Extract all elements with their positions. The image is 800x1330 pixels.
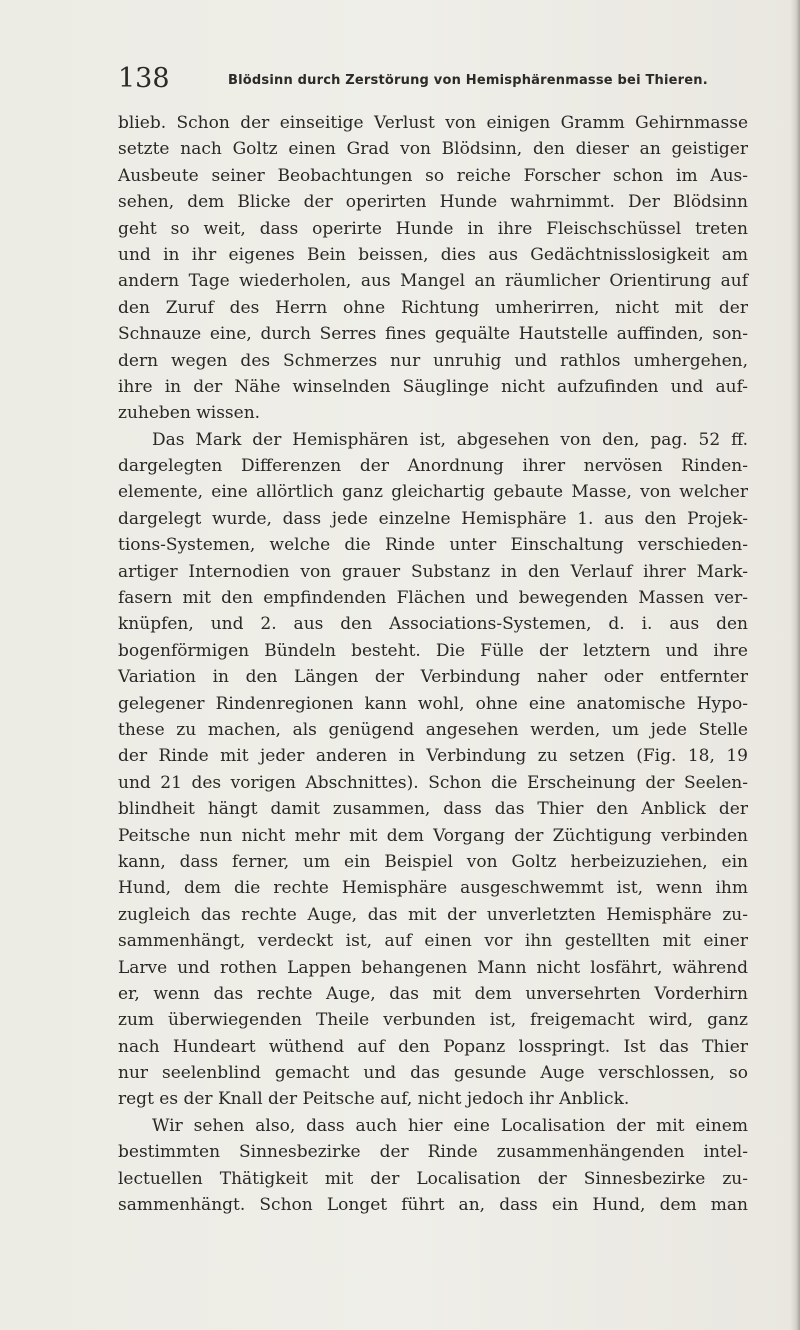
text-line: dern wegen des Schmerzes nur unruhig und rathlos umhergehen, [118, 350, 748, 371]
text-line: Wir sehen also, dass auch hier eine Localisation der mit einem [152, 1115, 748, 1136]
text-line: Schnauze eine, durch Serres fines gequälte Hautstelle auffinden, son- [118, 324, 748, 345]
text-line: dargelegt wurde, dass jede einzelne Hemisphäre 1. aus den Projek- [118, 508, 748, 529]
text-line: dargelegten Differenzen der Anordnung ihrer nervösen Rinden- [118, 456, 748, 477]
text-line: und in ihr eigenes Bein beissen, dies aus Gedächtnisslosigkeit am [118, 244, 748, 265]
text-line: andern Tage wiederholen, aus Mangel an räumlicher Orientirung auf [118, 271, 748, 292]
text-line: zugleich das rechte Auge, das mit der unverletzten Hemisphäre zu- [118, 904, 748, 925]
text-line: bogenförmigen Bündeln besteht. Die Fülle der letztern und ihre [118, 640, 748, 661]
page-edge-shadow [790, 0, 800, 1330]
running-head: Blödsinn durch Zerstörung von Hemisphärenmasse bei Thieren. [228, 73, 708, 88]
text-line: gelegener Rindenregionen kann wohl, ohne eine anatomische Hypo- [118, 693, 748, 714]
text-line: tions-Systemen, welche die Rinde unter Einschaltung verschieden- [118, 535, 748, 556]
text-line: Das Mark der Hemisphären ist, abgesehen von den, pag. 52 ff. [152, 429, 748, 450]
text-line: zum überwiegenden Theile verbunden ist, freigemacht wird, ganz [118, 1010, 748, 1031]
text-line: fasern mit den empfindenden Flächen und bewegenden Massen ver- [118, 588, 748, 609]
page-number: 138 [118, 63, 170, 94]
text-line: blindheit hängt damit zusammen, dass das Thier den Anblick der [118, 799, 748, 820]
text-line: Ausbeute seiner Beobachtungen so reiche Forscher schon im Aus- [118, 165, 748, 186]
text-line: Hund, dem die rechte Hemisphäre ausgeschwemmt ist, wenn ihm [118, 878, 748, 899]
page-header [118, 64, 738, 98]
text-line: blieb. Schon der einseitige Verlust von einigen Gramm Gehirnmasse [118, 113, 748, 133]
text-line: Peitsche nun nicht mehr mit dem Vorgang der Züchtigung verbinden [118, 825, 748, 846]
text-line: Variation in den Längen der Verbindung naher oder entfernter [118, 667, 748, 688]
text-line: zuheben wissen. [118, 403, 261, 424]
text-line: regt es der Knall der Peitsche auf, nicht jedoch ihr Anblick. [118, 1089, 630, 1110]
text-line: sehen, dem Blicke der operirten Hunde wahrnimmt. Der Blödsinn [118, 192, 748, 213]
text-line: elemente, eine allörtlich ganz gleichartig gebaute Masse, von welcher [118, 482, 748, 503]
text-line: these zu machen, als genügend angesehen werden, um jede Stelle [118, 719, 748, 740]
text-line: sammenhängt. Schon Longet führt an, dass ein Hund, dem man [118, 1195, 748, 1216]
text-line: und 21 des vorigen Abschnittes). Schon die Erscheinung der Seelen- [118, 772, 748, 793]
text-line: geht so weit, dass operirte Hunde in ihre Fleischschüssel treten [118, 218, 748, 239]
text-line: setzte nach Goltz einen Grad von Blödsinn, den dieser an geistiger [118, 139, 748, 160]
text-line: den Zuruf des Herrn ohne Richtung umherirren, nicht mit der [118, 297, 748, 318]
text-line: nur seelenblind gemacht und das gesunde Auge verschlossen, so [118, 1063, 748, 1084]
text-line: er, wenn das rechte Auge, das mit dem unversehrten Vorderhirn [118, 983, 748, 1004]
text-line: ihre in der Nähe winselnden Säuglinge nicht aufzufinden und auf- [118, 376, 748, 397]
text-line: nach Hundeart wüthend auf den Popanz losspringt. Ist das Thier [118, 1036, 748, 1057]
text-line: der Rinde mit jeder anderen in Verbindung zu setzen (Fig. 18, 19 [118, 746, 748, 767]
text-line: Larve und rothen Lappen behangenen Mann nicht losfährt, während [118, 957, 748, 978]
text-line: lectuellen Thätigkeit mit der Localisation der Sinnesbezirke zu- [118, 1168, 748, 1189]
body-text [118, 110, 748, 1218]
text-line: bestimmten Sinnesbezirke der Rinde zusammenhängenden intel- [118, 1142, 748, 1163]
text-line: kann, dass ferner, um ein Beispiel von Goltz herbeizuziehen, ein [118, 851, 748, 872]
text-line: artiger Internodien von grauer Substanz in den Verlauf ihrer Mark- [118, 561, 748, 582]
text-line: knüpfen, und 2. aus den Associations-Systemen, d. i. aus den [118, 614, 748, 635]
text-line: sammenhängt, verdeckt ist, auf einen vor ihn gestellten mit einer [118, 931, 748, 952]
